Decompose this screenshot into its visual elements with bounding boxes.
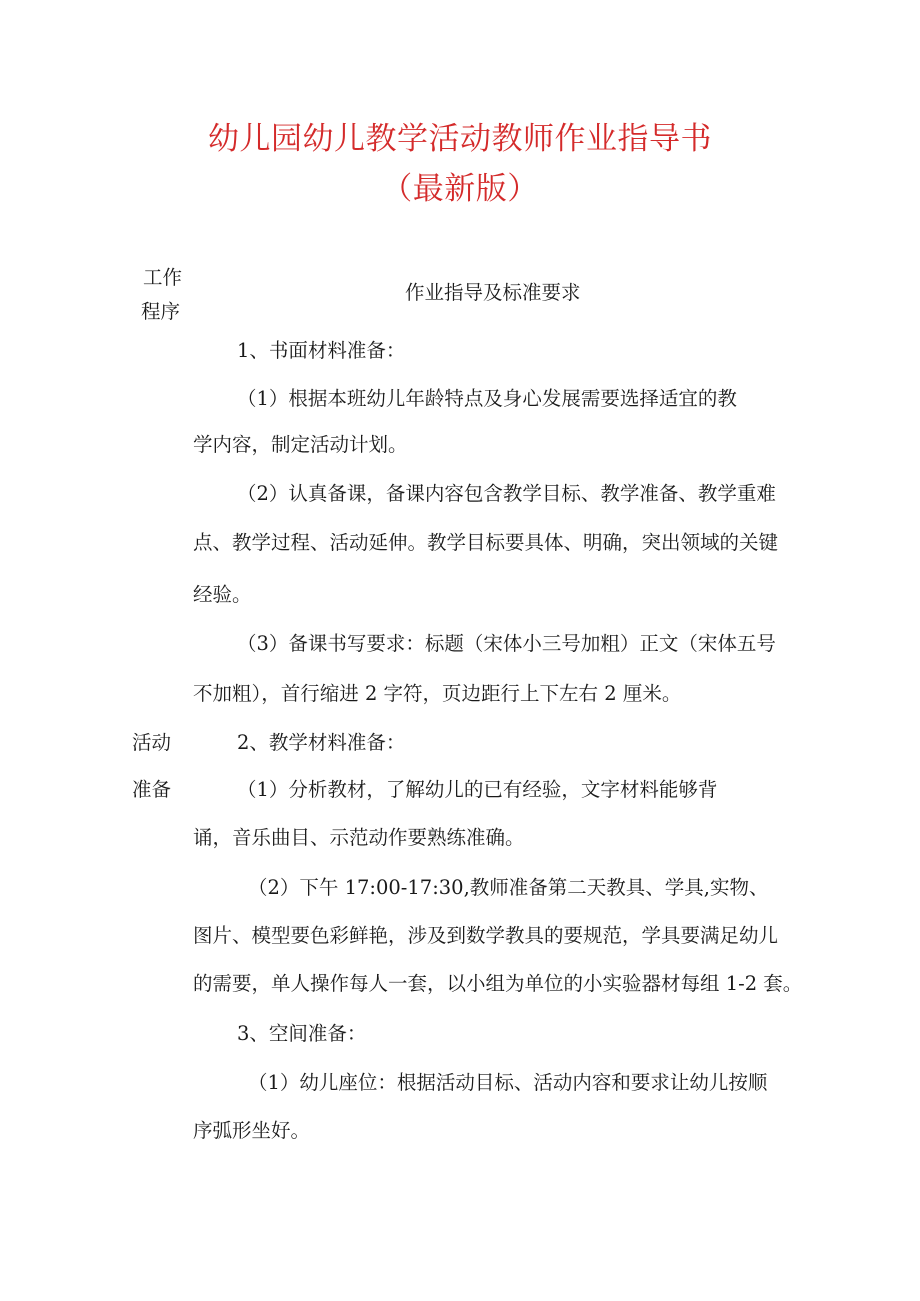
- section-1-heading: 1、书面材料准备：: [237, 339, 406, 362]
- header-guidance-standards: 作业指导及标准要求: [405, 281, 581, 304]
- header-work-procedure-line2: 程序: [141, 300, 181, 323]
- side-label-activity: 活动: [132, 731, 172, 754]
- section-1-item-2-line1: （2）认真备课，备课内容包含教学目标、教学准备、教学重难: [237, 482, 776, 505]
- document-title: 幼儿园幼儿教学活动教师作业指导书: [208, 121, 712, 157]
- section-1-item-1-line2: 学内容，制定活动计划。: [193, 433, 408, 456]
- section-1-item-1-line1: （1）根据本班幼儿年龄特点及身心发展需要选择适宜的教: [237, 387, 737, 410]
- section-2-item-2-line3: 的需要，单人操作每人一套，以小组为单位的小实验器材每组 1-2 套。: [193, 972, 803, 995]
- section-2-item-2-line1: （2）下午 17:00-17:30,教师准备第二天教具、学具,实物、: [248, 876, 769, 899]
- section-1-item-3-line1: （3）备课书写要求：标题（宋体小三号加粗）正文（宋体五号: [237, 632, 776, 655]
- header-work-procedure-line1: 工作: [143, 266, 183, 289]
- section-1-item-2-line2: 点、教学过程、活动延伸。教学目标要具体、明确，突出领域的关键: [193, 531, 779, 554]
- section-2-item-1-line2: 诵，音乐曲目、示范动作要熟练准确。: [193, 826, 525, 849]
- section-2-heading: 2、教学材料准备：: [237, 731, 406, 754]
- section-3-item-1-line2: 序弧形坐好。: [193, 1119, 311, 1142]
- section-2-item-1-line1: （1）分析教材，了解幼儿的已有经验，文字材料能够背: [237, 778, 718, 801]
- section-1-item-3-line2: 不加粗），首行缩进 2 字符，页边距行上下左右 2 厘米。: [193, 682, 682, 705]
- section-3-item-1-line1: （1）幼儿座位：根据活动目标、活动内容和要求让幼儿按顺: [248, 1071, 768, 1094]
- document-subtitle: （最新版）: [381, 171, 539, 207]
- section-3-heading: 3、空间准备：: [237, 1022, 367, 1045]
- side-label-preparation: 准备: [132, 778, 172, 801]
- section-1-item-2-line3: 经验。: [193, 583, 252, 606]
- section-2-item-2-line2: 图片、模型要色彩鲜艳，涉及到数学教具的要规范，学具要满足幼儿: [193, 924, 779, 947]
